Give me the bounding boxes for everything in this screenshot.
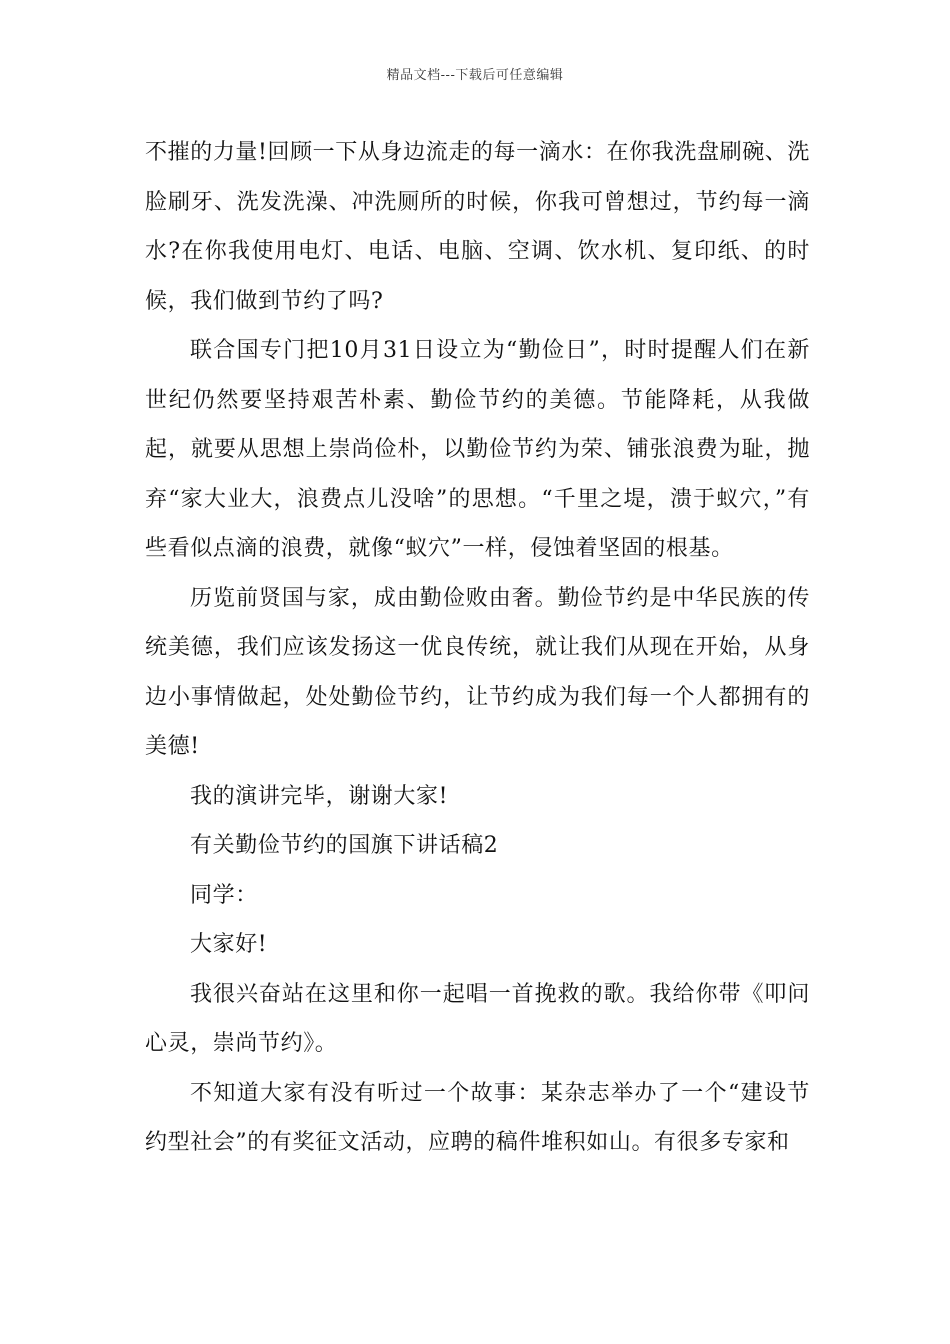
paragraph-3: 历览前贤国与家，成由勤俭败由奢。勤俭节约是中华民族的传统美德，我们应该发扬这一优良传统，就让我们从现在开始，从身边小事情做起，处处勤俭节约，让节约成为我们每一个人都拥有的美德! (145, 585, 810, 759)
paragraph-story: 不知道大家有没有听过一个故事：某杂志举办了一个“建设节约型社会”的有奖征文活动，应聘的稿件堆积如山。有很多专家和 (145, 1080, 810, 1155)
paragraph-intro: 我很兴奋站在这里和你一起唱一首挽救的歌。我给你带《叩问心灵，崇尚节约》。 (145, 981, 810, 1056)
section-title: 有关勤俭节约的国旗下讲话稿2 (190, 833, 499, 858)
paragraph-2: 联合国专门把10月31日设立为“勤俭日”，时时提醒人们在新世纪仍然要坚持艰苦朴素、勤俭节约的美德。节能降耗，从我做起，就要从思想上崇尚俭朴，以勤俭节约为荣、铺张浪费为耻，抛弃“家大业大，浪费点儿没啥”的思想。“千里之堤，溃于蚁穴，”有些看似点滴的浪费，就像“蚁穴”一样，侵蚀着坚固的根基。 (145, 338, 810, 561)
paragraph-1: 不摧的力量!回顾一下从身边流走的每一滴水：在你我洗盘刷碗、洗脸刷牙、洗发洗澡、冲洗厕所的时候，你我可曾想过，节约每一滴水?在你我使用电灯、电话、电脑、空调、饮水机、复印纸、的时候，我们做到节约了吗? (145, 140, 810, 314)
greeting: 大家好! (190, 932, 268, 957)
salutation: 同学： (190, 882, 258, 908)
paragraph-closing: 我的演讲完毕，谢谢大家! (190, 783, 449, 809)
document-body (145, 128, 810, 1168)
page-header: 精品文档---下载后可任意编辑 (386, 68, 564, 83)
